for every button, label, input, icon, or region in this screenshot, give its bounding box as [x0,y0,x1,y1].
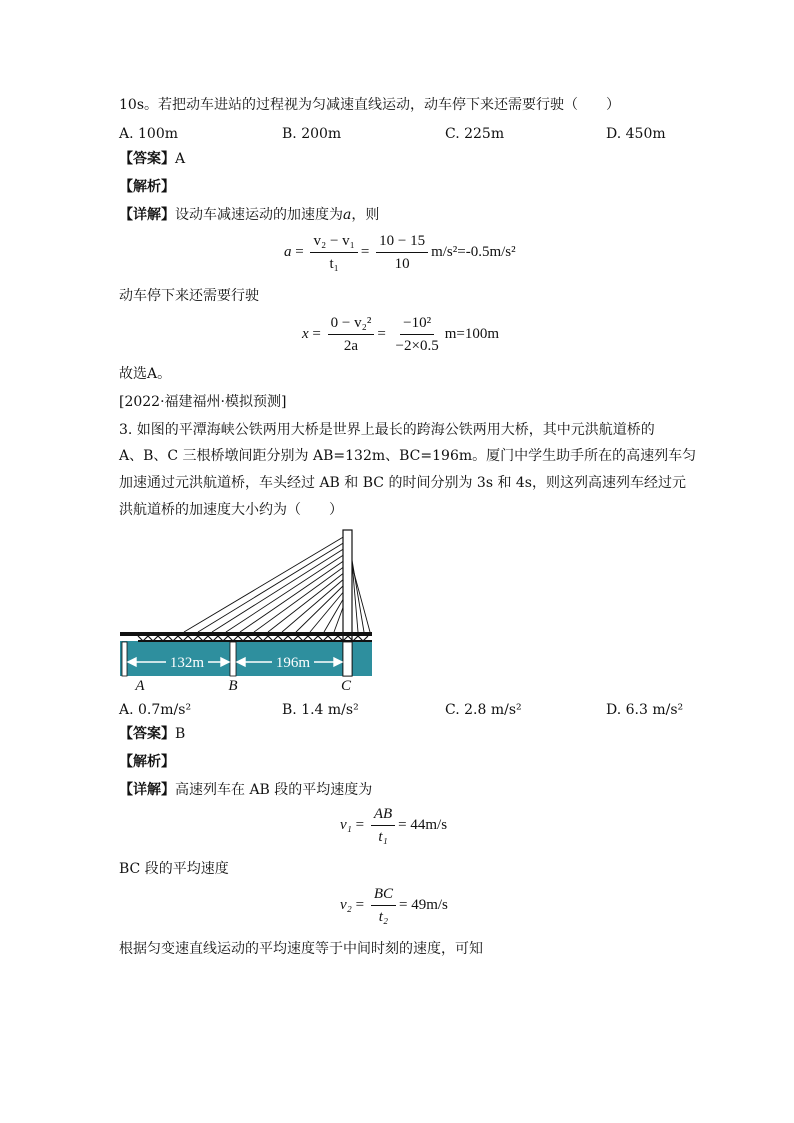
detail-end: ，则 [351,207,380,223]
equation-v1: v₁ = $\frac{AB}{\text{t₁}}$ = 44m/s [340,806,448,845]
fraction [393,314,442,355]
pier-a [122,642,127,676]
answer-value: B [175,726,186,742]
fraction-numerator: 0 − v₂² [328,314,375,335]
fraction-denominator: 2a [343,338,359,354]
pier-label-b: B [228,678,238,694]
pier-label-a: A [135,678,145,694]
answer-line [119,724,185,744]
detail-text: 高速列车在 AB 段的平均速度为 [175,782,373,798]
detail-tag: 【详解】 [119,782,175,798]
option-d: D. 450m [606,126,666,142]
fraction [328,314,375,355]
stay-cable [350,558,370,632]
question-stem-line: 3. 如图的平潭海峡公铁两用大桥是世界上最长的跨海公铁两用大桥，其中元洪航道桥的 [119,422,655,438]
fraction [376,232,428,273]
fraction-numerator: −10² [400,314,434,335]
pier-label-c: C [340,678,352,694]
stay-cable [268,572,345,632]
equation-v2: v₂ = $\frac{BC}{\text{t₂}}$ = 49m/s [340,886,448,925]
fraction-denominator: t₂ [378,909,389,925]
fraction-denominator: t₁ [378,829,388,845]
fraction-numerator: 10 − 15 [376,232,428,253]
fraction-denominator: 10 [394,256,410,272]
truss-bottom-chord [138,640,372,642]
fraction [371,805,395,846]
dimension-ab-label: 132m [169,655,205,671]
eq-result: = 49m/s [399,896,448,913]
detail-line [119,780,372,800]
eq-lhs: v₁ [340,816,352,833]
answer-tag: 【答案】 [119,726,175,742]
option-d: D. 6.3 m/s² [606,702,684,718]
question-source: [2022·福建福州·模拟预测] [119,394,287,410]
answer-line [119,149,185,169]
eq-result: m/s²=-0.5m/s² [431,243,516,260]
option-c: C. 225m [445,126,505,142]
fraction [371,885,396,926]
question-stem-line: 加速通过元洪航道桥，车头经过 AB 和 BC 的时间分别为 3s 和 4s，则这列高速列车经过元 [119,475,686,491]
fraction-numerator: AB [371,805,395,826]
eq-result: m=100m [444,325,500,342]
question-stem-line: 洪航道桥的加速度大小约为（ ） [119,502,343,518]
last-line: 根据匀变速直线运动的平均速度等于中间时刻的速度，可知 [119,941,483,957]
option-b: B. 1.4 m/s² [282,702,359,718]
question-stem-line: A、B、C 三根桥墩间距分别为 AB=132m、BC=196m。厦门中学生助手所在的高速列车匀 [119,448,697,464]
stay-cable [212,548,345,632]
stay-cables [184,536,370,632]
option-a: A. 0.7m/s² [119,702,192,718]
option-a: A. 100m [119,126,179,142]
eq-lhs: a [284,243,292,260]
fraction-numerator: BC [371,885,396,906]
eq-lhs: v₂ [340,896,352,913]
stay-cable [240,560,345,632]
stop-text: 动车停下来还需要行驶 [119,288,259,304]
bridge-deck [120,632,372,636]
bc-text: BC 段的平均速度 [119,861,229,877]
fraction-denominator: −2×0.5 [395,338,439,354]
eq-result: = 44m/s [398,816,448,833]
fraction-numerator: v₂ − v₁ [310,232,357,253]
fraction [310,232,357,273]
pier-c [343,642,352,676]
detail-variable: a [343,207,352,223]
pier-b [230,642,236,676]
option-c: C. 2.8 m/s² [445,702,522,718]
stay-cable [198,542,345,632]
equation-distance: x = $\frac{\text{0 − v₂²}}{2a}$ = $\frac{\text{−10²}}{-2\times 0.5}$ m=100m [302,315,500,354]
detail-text: 设动车减速运动的加速度为 [175,207,343,223]
bridge-figure [116,526,378,694]
analysis-tag: 【解析】 [119,179,175,195]
analysis-tag: 【解析】 [119,754,175,770]
dimension-bc-label: 196m [275,655,311,671]
answer-tag: 【答案】 [119,151,175,167]
question-stem-line: 10s。若把动车进站的过程视为匀减速直线运动，动车停下来还需要行驶（ ） [119,97,620,113]
equation-acceleration: a = $\frac{\text{v₂ − v₁}}{\text{t₁}}$ = $\frac{10 - 15}{10}$ m/s²=-0.5m/s² [284,233,516,272]
detail-line [119,205,379,225]
fraction-denominator: t₁ [329,256,339,272]
stay-cable [254,566,345,632]
option-b: B. 200m [282,126,342,142]
detail-tag: 【详解】 [119,207,175,223]
conclusion-text: 故选A。 [119,366,172,382]
answer-value: A [175,151,186,167]
eq-lhs: x [302,325,309,342]
